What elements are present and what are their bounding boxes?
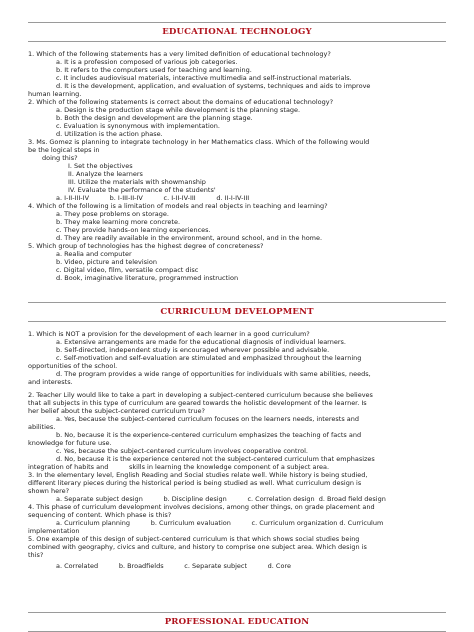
section-header-professional-education: PROFESSIONAL EDUCATION bbox=[28, 612, 446, 632]
choice-1c-cont: opportunities of the school. bbox=[28, 362, 118, 370]
choices-5: a. Correlated b. Broadfields c. Separate subject d. Core bbox=[56, 562, 291, 570]
question-5: 5. Which group of technologies has the highest degree of concreteness? bbox=[28, 242, 264, 250]
choice-2d: d. No, because it is the experience centered not the subject-centered curriculum that emphasizes bbox=[56, 455, 375, 463]
question-5-cont2: this? bbox=[28, 551, 44, 559]
question-4: 4. Which of the following is a limitation of models and real objects in teaching and learning? bbox=[28, 202, 328, 210]
choice-2a: a. Design is the production stage while development is the planning stage. bbox=[56, 106, 301, 114]
choice-4d: d. They are readily available in the environment, around school, and in the home. bbox=[56, 234, 323, 242]
step-3: III. Utilize the materials with showmanship bbox=[68, 178, 206, 186]
choice-1c: c. Self-motivation and self-evaluation are stimulated and emphasized throughout the learning bbox=[56, 354, 362, 362]
choice-1d: d. It is the development, application, and evaluation of systems, techniques and aids to improve bbox=[56, 82, 371, 90]
question-5-cont: combined with geography, civics and culture, and history to comprise one subject area. Which design is bbox=[28, 543, 367, 551]
choice-1a: a. It is a profession composed of various job categories. bbox=[56, 58, 238, 66]
choice-2d: d. Utilization is the action phase. bbox=[56, 130, 163, 138]
choice-1d-cont: and interests. bbox=[28, 378, 73, 386]
choices-4: a. Curriculum planning b. Curriculum evaluation c. Curriculum organization d. Curriculum bbox=[56, 519, 384, 527]
question-3-cont2: shown here? bbox=[28, 487, 70, 495]
choice-5c: c. Digital video, film, versatile compact disc bbox=[56, 266, 199, 274]
choice-2a-cont: abilities. bbox=[28, 423, 56, 431]
curriculum-development-questions bbox=[28, 330, 448, 570]
question-1: 1. Which is NOT a provision for the development of each learner in a good curriculum? bbox=[28, 330, 310, 338]
choice-5a: a. Realia and computer bbox=[56, 250, 132, 258]
question-4-cont: sequencing of content. Which phase is this? bbox=[28, 511, 172, 519]
section-header-curriculum-development: CURRICULUM DEVELOPMENT bbox=[28, 302, 446, 322]
question-3-cont: different literary pieces during the historical period is being studied as well. What curriculum design is bbox=[28, 479, 362, 487]
choice-2b: b. Both the design and development are the planning stage. bbox=[56, 114, 253, 122]
question-3-cont: be the logical steps in bbox=[28, 146, 100, 154]
question-5: 5. One example of this design of subject-centered curriculum is that which shows social studies being bbox=[28, 535, 360, 543]
question-3: 3. Ms. Gomez is planning to integrate technology in her Mathematics class. Which of the following would bbox=[28, 138, 370, 146]
choice-2a: a. Yes, because the subject-centered curriculum focuses on the learners needs, interests and bbox=[56, 415, 360, 423]
choice-2b: b. No, because it is the experience-centered curriculum emphasizes the teaching of facts and bbox=[56, 431, 362, 439]
question-2: 2. Which of the following statements is correct about the domains of educational technology? bbox=[28, 98, 334, 106]
choice-1b: b. It refers to the computers used for teaching and learning. bbox=[56, 66, 252, 74]
choice-4b: b. They make learning more concrete. bbox=[56, 218, 181, 226]
choices-3: a. Separate subject design b. Discipline design c. Correlation design d. Broad field design bbox=[56, 495, 386, 503]
choice-5d: d. Book, imaginative literature, programmed instruction bbox=[56, 274, 239, 282]
choice-1d-cont: human learning. bbox=[28, 90, 82, 98]
section-header-educational-technology: EDUCATIONAL TECHNOLOGY bbox=[28, 22, 446, 42]
question-2-cont: that all subjects in this type of curriculum are geared towards the holistic development of the learner. Is bbox=[28, 399, 367, 407]
educational-technology-questions bbox=[28, 50, 448, 282]
question-2-cont2: her belief about the subject-centered curriculum true? bbox=[28, 407, 205, 415]
choices-3: a. I-II-III-IV b. I-III-II-IV c. I-II-IV-III d. II-I-IV-III bbox=[56, 194, 250, 202]
choice-1c: c. It includes audiovisual materials, interactive multimedia and self-instructional materials. bbox=[56, 74, 352, 82]
choice-1b: b. Self-directed, independent study is encouraged wherever possible and advisable. bbox=[56, 346, 330, 354]
choice-2c: c. Evaluation is synonymous with implementation. bbox=[56, 122, 220, 130]
choice-2c: c. Yes, because the subject-centered curriculum involves cooperative control. bbox=[56, 447, 308, 455]
question-3-cont2: doing this? bbox=[42, 154, 78, 162]
step-2: II. Analyze the learners bbox=[68, 170, 143, 178]
choice-1a: a. Extensive arrangements are made for the educational diagnosis of individual learners. bbox=[56, 338, 346, 346]
step-4: IV. Evaluate the performance of the students' bbox=[68, 186, 216, 194]
choice-5b: b. Video, picture and television bbox=[56, 258, 157, 266]
question-2: 2. Teacher Lily would like to take a part in developing a subject-centered curriculum because she believes bbox=[28, 391, 373, 399]
choice-4a: a. They pose problems on storage. bbox=[56, 210, 169, 218]
question-3: 3. In the elementary level, English Reading and Social studies relate well. While history is being studied, bbox=[28, 471, 368, 479]
choice-1d: d. The program provides a wide range of opportunities for individuals with same abilities, needs, bbox=[56, 370, 371, 378]
question-1: 1. Which of the following statements has a very limited definition of educational technology? bbox=[28, 50, 331, 58]
choices-4-cont: implementation bbox=[28, 527, 80, 535]
question-4: 4. This phase of curriculum development involves decisions, among other things, on grade placement and bbox=[28, 503, 375, 511]
choice-2b-cont: knowledge for future use. bbox=[28, 439, 112, 447]
choice-4c: c. They provide hands-on learning experiences. bbox=[56, 226, 211, 234]
choice-2d-cont: integration of habits and skills in learning the knowledge component of a subject area. bbox=[28, 463, 330, 471]
step-1: I. Set the objectives bbox=[68, 162, 133, 170]
